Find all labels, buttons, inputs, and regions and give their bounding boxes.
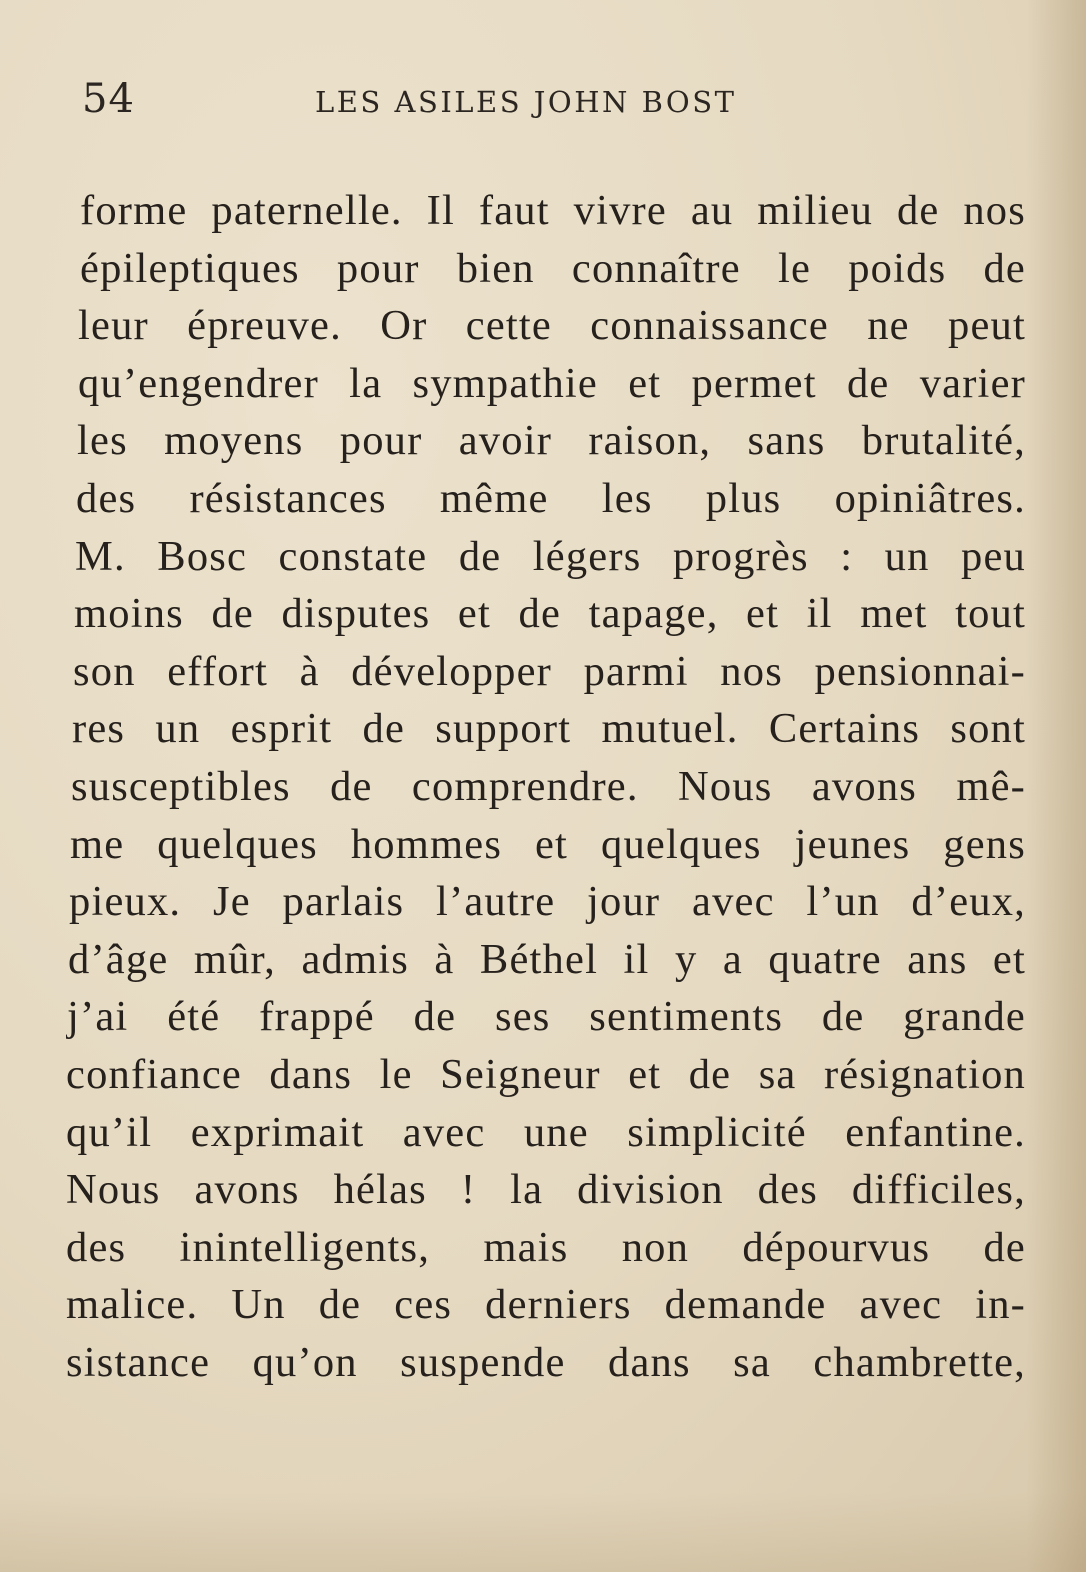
- text-line: qu’engendrer la sympathie et permet de varier: [78, 359, 1026, 407]
- text-line: des résistances même les plus opiniâtres.: [76, 474, 1026, 522]
- text-line: son effort à développer parmi nos pensionnai-: [73, 647, 1026, 695]
- text-line: confiance dans le Seigneur et de sa résignation: [66, 1050, 1026, 1098]
- body-text: [66, 182, 1026, 1391]
- running-head: LES ASILES JOHN BOST: [315, 85, 737, 119]
- text-line: des inintelligents, mais non dépourvus de: [66, 1223, 1026, 1271]
- page-number: 54: [82, 76, 135, 122]
- text-line: les moyens pour avoir raison, sans brutalité,: [77, 417, 1026, 465]
- text-line: res un esprit de support mutuel. Certains sont: [72, 705, 1026, 753]
- text-line: sistance qu’on suspende dans sa chambrette,: [66, 1338, 1026, 1386]
- text-line: pieux. Je parlais l’autre jour avec l’un d’eux,: [69, 878, 1026, 926]
- text-line: Nous avons hélas ! la division des difficiles,: [66, 1166, 1026, 1214]
- text-line: me quelques hommes et quelques jeunes gens: [70, 820, 1026, 868]
- text-line: j’ai été frappé de ses sentiments de grande: [67, 993, 1026, 1041]
- text-line: forme paternelle. Il faut vivre au milieu de nos: [80, 187, 1026, 234]
- text-line: qu’il exprimait avec une simplicité enfantine.: [66, 1108, 1026, 1156]
- text-line: malice. Un de ces derniers demande avec in-: [66, 1281, 1026, 1329]
- text-line: d’âge mûr, admis à Béthel il y a quatre ans et: [68, 935, 1026, 983]
- text-line: leur épreuve. Or cette connaissance ne peut: [78, 302, 1026, 350]
- text-line: susceptibles de comprendre. Nous avons mê-: [71, 762, 1026, 810]
- text-line: épileptiques pour bien connaître le poids de: [80, 244, 1026, 292]
- page-header: [80, 74, 1000, 134]
- text-line: M. Bosc constate de légers progrès : un peu: [75, 532, 1026, 580]
- text-line: moins de disputes et de tapage, et il met tout: [74, 590, 1026, 638]
